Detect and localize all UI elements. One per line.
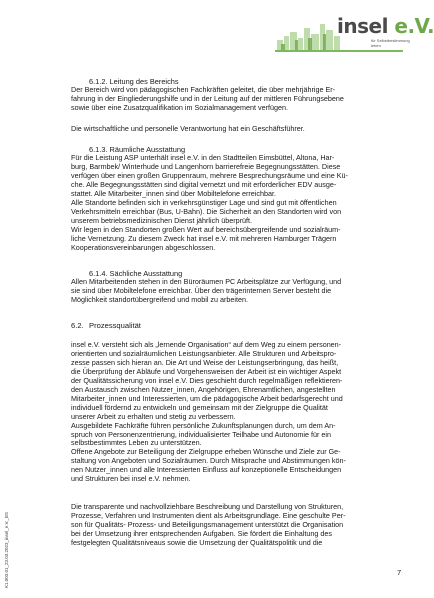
text-line: Prozesse, Verfahren und Instrumenten dient als Arbeitsgrundlage. Eine geschulte Per-: [71, 510, 346, 520]
text-line: und Strukturen bei insel e.V. nehmen.: [71, 474, 191, 484]
section-6-2-body: [71, 341, 387, 484]
text-line: Offene Angebote zur Beteiligung der Zielgruppe erheben Wünsche und Ziele zur Ge-: [71, 447, 341, 457]
logo-tagline: für Selbstbestimmung leben: [371, 38, 410, 48]
text-line: Verkehrsmitteln erreichbar (Bus, U-Bahn). Die Sicherheit an den Standorten wird von: [71, 206, 342, 216]
text-line: Die wirtschaftliche und personelle Verantwortung hat ein Geschäftsführer.: [71, 124, 305, 133]
text-line: Wir legen in den Standorten großen Wert auf bereichsübergreifende und sozialräum-: [71, 224, 341, 234]
text-line: Alle Standorte befinden sich in verkehrsgünstiger Lage und sind gut mit öffentlichen: [71, 197, 337, 207]
text-line: Der Bereich wird von pädagogischen Fachkräften geleitet, die über mehrjährige Er-: [71, 85, 336, 94]
text-line: individuell fördernd zu entwickeln und gemeinsam mit der Zielgruppe die Qualität: [71, 402, 328, 412]
text-line: burg, Barmbek/ Winterhude und Langenhorn barrierefreie Begegnungsstätten. Diese: [71, 161, 341, 171]
text-line: fahrung in der Eingliederungshilfe und in der Leitung auf der mittleren Führungsebene: [71, 93, 344, 103]
section-6-1-2-body: [71, 86, 387, 113]
text-line: nen Nutzer_innen und alle Interessierten Einfluss auf konzeptionelle Entscheidungen: [71, 465, 342, 475]
heading-6-1-4: 6.1.4. Sächliche Ausstattung: [89, 269, 183, 278]
text-line: die Überprüfung der Abläufe und Vorgehensweisen der Arbeit ist ein wichtiger Aspekt: [71, 366, 342, 376]
text-line: son für Qualitäts- Prozess- und Beteiligungsmanagement unterstützt die Organisation: [71, 519, 344, 529]
text-line: Mitarbeiter_innen und Interessierten, um die pädagogische Arbeit bedarfsgerecht und: [71, 393, 343, 403]
text-line: Kooperationsvereinbarungen abgeschlossen.: [71, 242, 216, 252]
text-line: insel e.V. versteht sich als „lernende Organisation“ auf dem Weg zu einem personen-: [71, 340, 342, 349]
text-line: Ausgebildete Fachkräfte führen persönliche Zukunftsplanungen durch, um dem An-: [71, 420, 336, 430]
text-line: Für die Leistung ASP unterhält insel e.V. in den Stadtteilen Eimsbüttel, Altona, Har-: [71, 153, 335, 162]
text-line: der Qualitätssicherung von insel e.V. Dies geschieht durch regelmäßigen reflektieren-: [71, 375, 343, 385]
text-line: unserem betriebsmedizinischen Dienst jährlich überprüft.: [71, 215, 252, 225]
heading-6-1-2: 6.1.2. Leitung des Bereichs: [89, 77, 179, 86]
text-line: staltung von Angeboten und Sozialräumen. Durch Mitsprache und Abstimmungen kön-: [71, 456, 346, 466]
heading-6-2-title: Prozessqualität: [89, 321, 141, 330]
logo-wordmark: insel e.V.: [337, 14, 434, 38]
heading-6-1-3: 6.1.3. Räumliche Ausstattung: [89, 145, 186, 154]
text-line: sie sind über Mobiltelefone erreichbar. Über den trägerinternen Server besteht die: [71, 285, 332, 295]
text-line: festgelegten Qualitätsniveaus sowie die Umsetzung der Qualitätspolitik und die: [71, 537, 323, 547]
text-line: spruch von Personenzentrierung, individualisierter Teilhabe und Autonomie für ein: [71, 429, 331, 439]
text-line: zesse passen sich hieran an. Die Art und Weise der Leistungserbringung, das heißt,: [71, 357, 339, 367]
document-id-vertical: K1.003.01_23.03.2023_insel_e.V._BS: [4, 512, 9, 588]
text-line: liche Vernetzung. Zu diesem Zweck hat insel e.V. mit mehreren Hamburger Trägern: [71, 233, 337, 243]
text-line: den Austausch zwischen Nutzer_innen, Angehörigen, Ehrenamtlichen, angestellten: [71, 384, 336, 394]
paragraph: [71, 86, 387, 113]
section-6-1-4-body: [71, 278, 387, 305]
page-number: 7: [397, 568, 402, 577]
text-line: stattet. Alle Mitarbeiter_innen sind über Mobiltelefone erreichbar.: [71, 188, 276, 198]
text-line: unserer Arbeit zu erhalten und stetig zu verbessern.: [71, 411, 236, 421]
text-line: Möglichkeit standortübergreifend und mobil zu arbeiten.: [71, 294, 248, 304]
text-line: bei der Umsetzung ihrer entsprechenden Aufgaben. Sie fördert die Einhaltung des: [71, 528, 332, 538]
heading-6-2-number: 6.2.: [71, 321, 84, 330]
text-line: Die transparente und nachvollziehbare Beschreibung und Darstellung von Strukturen,: [71, 502, 344, 511]
section-6-2-closing: [71, 503, 387, 548]
insel-logo: [275, 10, 434, 60]
text-line: selbstbestimmtes Leben zu unterstützen.: [71, 438, 202, 448]
section-6-1-2-extra: [71, 125, 387, 134]
text-line: verfügen über einen großen Gruppenraum, mehrere Besprechungsräume und eine Kü-: [71, 170, 348, 180]
text-line: sowie über eine Zusatzqualifikation im Sozialmanagement verfügen.: [71, 102, 288, 112]
text-line: che. Alle Begegnungsstätten sind digital vernetzt und mit erforderlicher EDV ausge-: [71, 179, 337, 189]
section-6-1-3-body: [71, 154, 387, 252]
text-line: orientierten und sozialräumlichen Leistungsanbieter. Alle Strukturen und Arbeitspro-: [71, 348, 337, 358]
text-line: Allen Mitarbeitenden stehen in den Büroräumen PC Arbeitsplätze zur Verfügung, und: [71, 277, 342, 286]
